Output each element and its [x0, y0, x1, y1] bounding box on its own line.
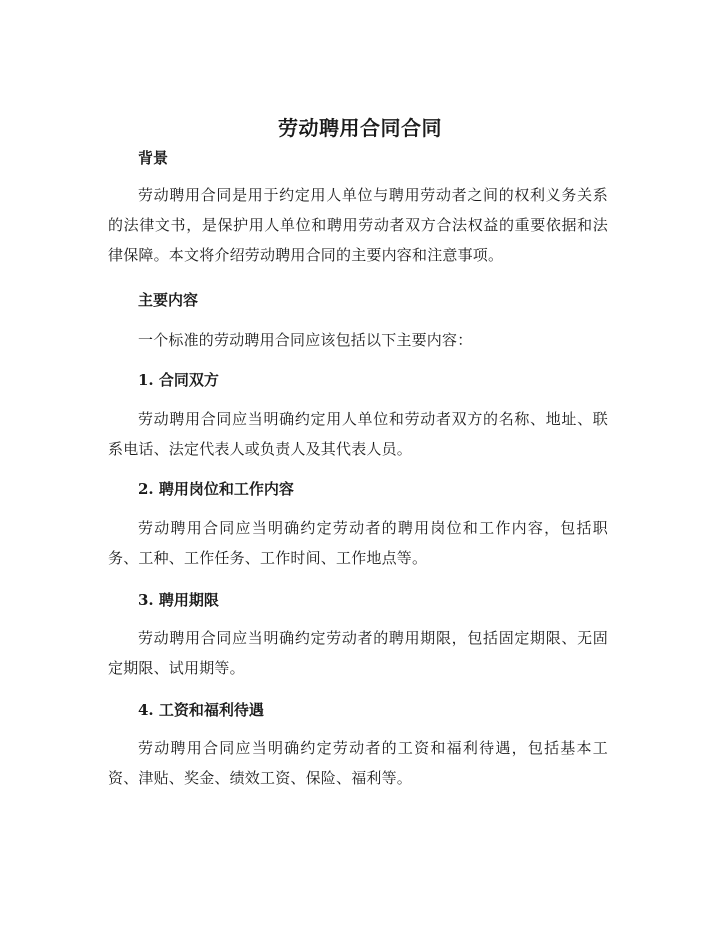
section-body-position: 劳动聘用合同应当明确约定劳动者的聘用岗位和工作内容，包括职务、工种、工作任务、工作时间、工作地点等。 [108, 519, 608, 567]
section-heading-parties: 1. 合同双方 [138, 371, 219, 389]
section-heading-salary: 4. 工资和福利待遇 [138, 701, 264, 719]
section-body-term: 劳动聘用合同应当明确约定劳动者的聘用期限，包括固定期限、无固定期限、试用期等。 [108, 629, 608, 677]
section-body-background: 劳动聘用合同是用于约定用人单位与聘用劳动者之间的权利义务关系的法律文书，是保护用人单位和聘用劳动者双方合法权益的重要依据和法律保障。本文将介绍劳动聘用合同的主要内容和注意事项。 [108, 186, 608, 264]
section-heading-main-content: 主要内容 [138, 291, 199, 309]
section-body-salary: 劳动聘用合同应当明确约定劳动者的工资和福利待遇，包括基本工资、津贴、奖金、绩效工资、保险、福利等。 [108, 739, 608, 787]
section-heading-position: 2. 聘用岗位和工作内容 [138, 480, 294, 498]
section-body-main-content: 一个标准的劳动聘用合同应该包括以下主要内容： [138, 331, 473, 349]
section-body-parties: 劳动聘用合同应当明确约定用人单位和劳动者双方的名称、地址、联系电话、法定代表人或负责人及其代表人员。 [108, 410, 608, 458]
document-title: 劳动聘用合同合同 [278, 116, 442, 140]
section-heading-background: 背景 [138, 149, 169, 167]
section-heading-term: 3. 聘用期限 [138, 591, 219, 609]
